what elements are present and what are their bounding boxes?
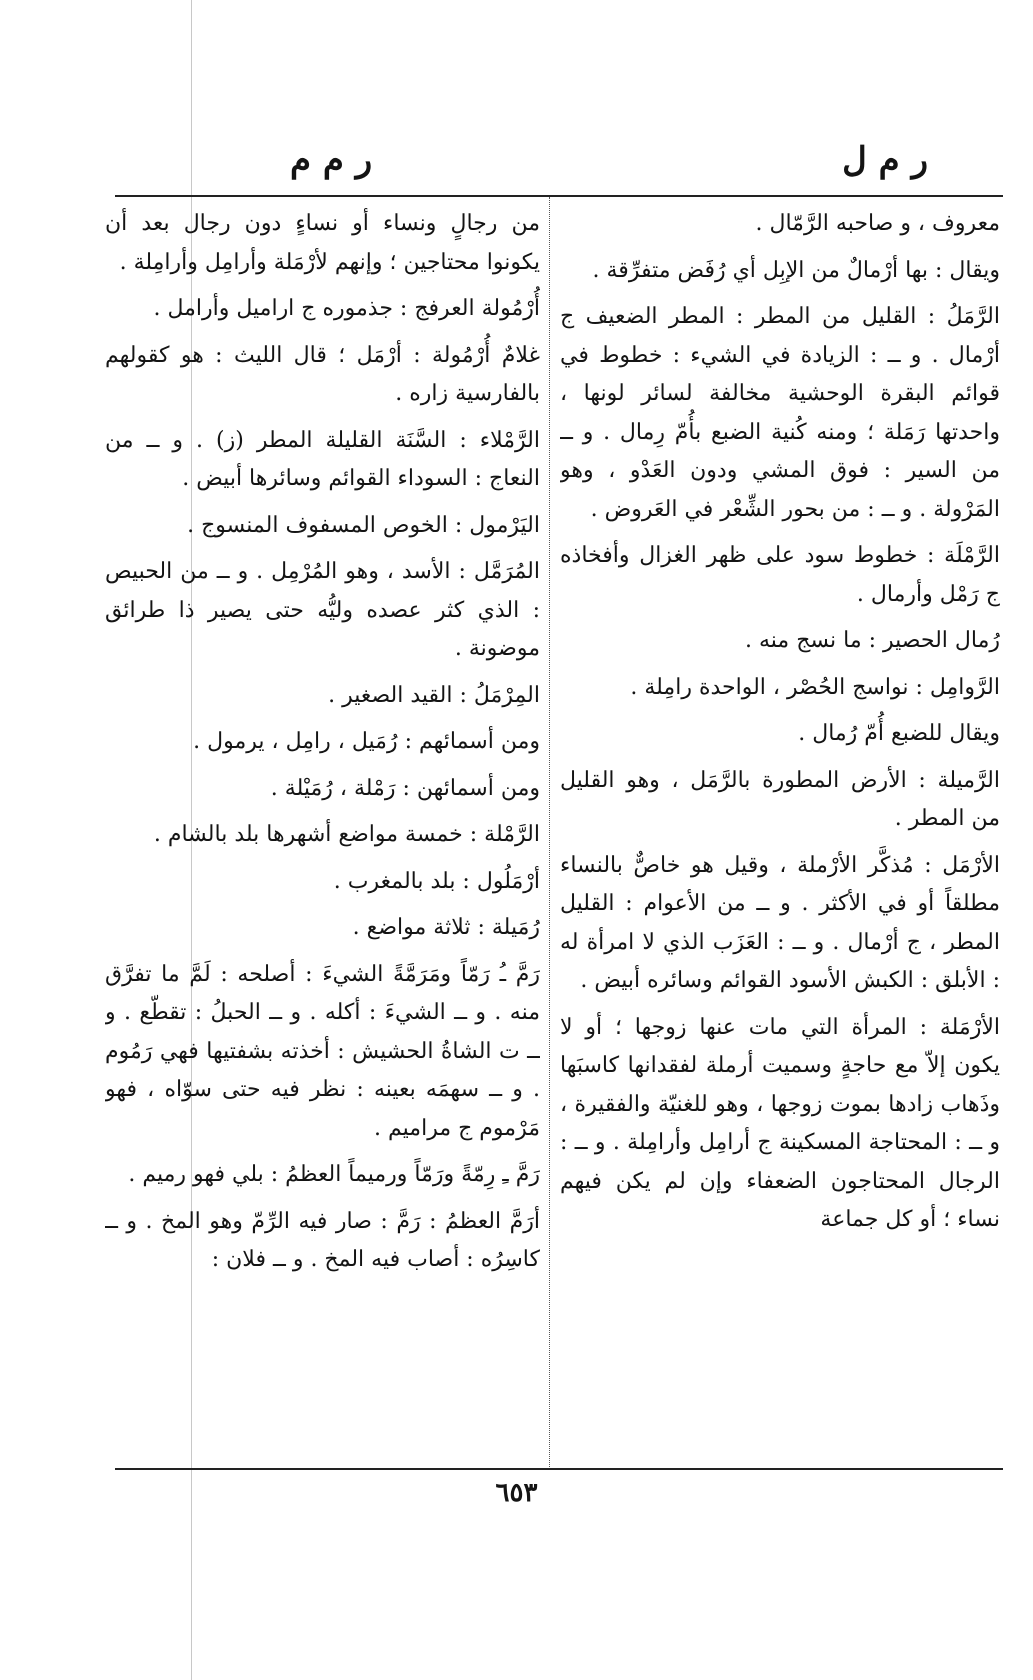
dictionary-entry: ويقال للضبع أُمّ رُمال . xyxy=(798,721,1000,746)
right-column xyxy=(560,205,1000,1460)
dictionary-entry: ويقال : بها أرْمالٌ من الإبِل أي رُفَض متفرِّقة . xyxy=(592,257,1000,283)
dictionary-entry: الرَّميلة : الأرض المطورة بالرَّمَل ، وهو القليل من المطر . xyxy=(560,767,1000,831)
dictionary-entry: المُرَمَّل : الأسد ، وهو المُرْمِل . و ــ من الحبيص : الذي كثر عصده وليُّه حتى يصير ذا طرائق موضونة . xyxy=(105,559,540,661)
dictionary-entry: رُمَيلة : ثلاثة مواضع . xyxy=(352,915,540,940)
column-divider xyxy=(549,197,550,1467)
left-column xyxy=(105,205,540,1460)
dictionary-entry: رَمَّ ـِ رِمّةً ورَمّاً ورميماً العظمُ : بلي فهو رميم . xyxy=(128,1162,540,1187)
dictionary-entry: رَمَّ ـُ رَمّاً ومَرَمَّةً الشيءَ : أصلحه : لَمَّ ما تفرَّق منه . و ــ الشيءَ : أكله . و ــ الحبلُ : تقطّع . و ــ ت الشاةُ الحشيش : أخذته بشفتيها فهي رَمُوم . و ــ سهمَه بعينه : نظر فيه حتى سوّاه ، فهو مَرْموم ج مراميم . xyxy=(105,961,540,1141)
right-column-header: ر م ل xyxy=(842,140,928,180)
dictionary-entry: الرَّمْلاء : السَّنَة القليلة المطر (ز) . و ــ من النعاج : السوداء القوائم وسائرها أبيض . xyxy=(105,427,540,491)
dictionary-entry: من رجالٍ ونساء أو نساءٍ دون رجال بعد أن يكونوا محتاجين ؛ وإنهم لأرْمَلة وأرامِل وأرامِلة . xyxy=(105,211,540,275)
dictionary-entry: المِرْمَلُ : القيد الصغير . xyxy=(328,682,540,708)
left-column-header: ر م م xyxy=(290,140,373,180)
dictionary-entry: الرَّمْلَة : خطوط سود على ظهر الغزال وأفخاذه ج رَمْل وأرمال . xyxy=(560,543,1000,607)
dictionary-entry: الرَّوامِل : نواسج الحُصْر ، الواحدة رامِلة . xyxy=(630,674,1000,700)
dictionary-entry: الرَّمْلة : خمسة مواضع أشهرها بلد بالشام . xyxy=(153,822,540,847)
dictionary-entry: أرْمَلُول : بلد بالمغرب . xyxy=(333,868,540,894)
dictionary-entry: اليَرْمول : الخوص المسفوف المنسوج . xyxy=(187,512,540,538)
dictionary-entry: أُرْمُولة العرفج : جذموره ج اراميل وأرامل . xyxy=(153,296,540,321)
page-number: ٦٥٣ xyxy=(495,1478,538,1508)
dictionary-entry: ومن أسمائهن : رَمْلة ، رُمَيْلة . xyxy=(270,775,540,801)
dictionary-entry: ومن أسمائهم : رُمَيل ، رامِل ، يرمول . xyxy=(193,729,540,754)
bottom-rule xyxy=(115,1468,1003,1470)
top-rule xyxy=(115,195,1003,197)
dictionary-entry: رُمال الحصير : ما نسج منه . xyxy=(745,628,1000,653)
dictionary-entry: معروف ، و صاحبه الرَّمّال . xyxy=(755,211,1000,236)
dictionary-entry: الأرْمَل : مُذكَّر الأرْملة ، وقيل هو خاصٌّ بالنساء مطلقاً أو في الأكثر . و ــ من الأعوام : القليل المطر ، ج أرْمال . و ــ : العَزَب الذي لا امرأة له : الأبلق : الكبش الأسود القوائم وسائره أبيض . xyxy=(560,852,1000,993)
dictionary-entry: الأرْمَلة : المرأة التي مات عنها زوجها ؛ أو لا يكون إلاّ مع حاجةٍ وسميت أرملة لفقدانها كاسبَها وذَهاب زادها بموت زوجها ، وهو للغنيّة والفقيرة ، و ــ : المحتاجة المسكينة ج أرامِل وأرامِلة . و ــ : الرجال المحتاجون الضعفاء وإن لم يكن فيهم نساء ؛ أو كل جماعة xyxy=(560,1014,1000,1232)
dictionary-entry: أرَمَّ العظمُ : رَمَّ : صار فيه الرِّمّ وهو المخ . و ــ كاسِرُه : أصاب فيه المخ . و ــ فلان : xyxy=(105,1208,540,1272)
dictionary-entry: الرَّمَلُ : القليل من المطر : المطر الضعيف ج أرْمال . و ــ : الزيادة في الشيء : خطوط في قوائم البقرة الوحشية مخالفة لسائر لونها ، واحدتها رَمَلة ؛ ومنه كُنية الضبع بأُمّ رِمال . و ــ من السير : فوق المشي ودون العَدْو ، وهو المَرْولة . و ــ : من بحور الشِّعْر في العَروض . xyxy=(560,304,1000,522)
dictionary-entry: غلامٌ أُرْمُولة : أرْمَل ؛ قال الليث : هو كقولهم بالفارسية زاره . xyxy=(105,342,540,406)
